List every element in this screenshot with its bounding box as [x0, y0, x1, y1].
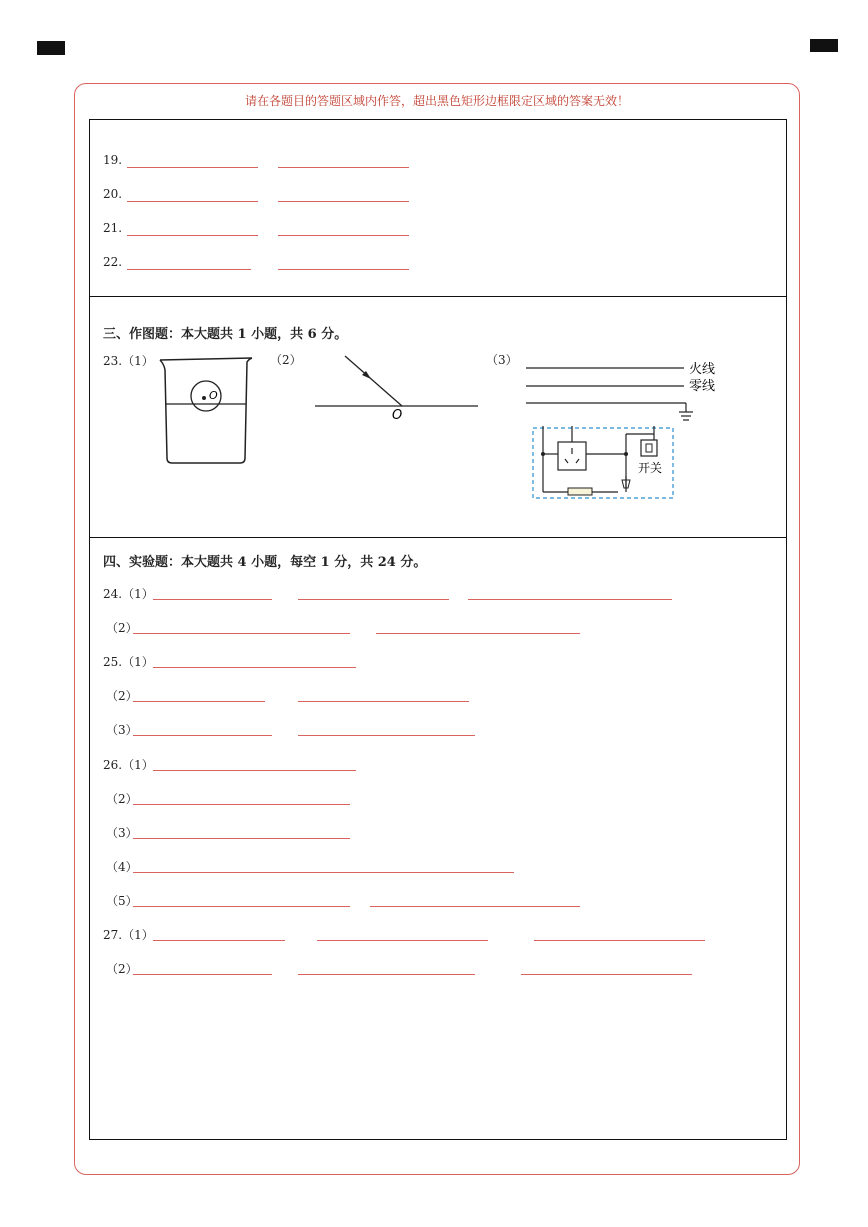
q27-2-blank-3[interactable]: [521, 974, 692, 975]
q27-2-blank-2[interactable]: [298, 974, 475, 975]
ball-center-label: O: [209, 389, 218, 402]
q26-2-label: （2）: [106, 792, 138, 806]
q26-1-blank-1[interactable]: [153, 770, 356, 771]
q25-1-blank-1[interactable]: [153, 667, 356, 668]
registration-mark-right: [810, 39, 838, 52]
q23-label: 23.（1）: [103, 354, 154, 368]
q22-label: 22.: [103, 255, 123, 269]
q20-blank-1[interactable]: [127, 201, 258, 202]
q24-2-blank-1[interactable]: [133, 633, 350, 634]
q27-2-label: （2）: [106, 962, 138, 976]
beaker-figure[interactable]: [150, 352, 260, 470]
q22-blank-1[interactable]: [127, 269, 251, 270]
q27-1-blank-2[interactable]: [317, 940, 488, 941]
q26-3-blank-1[interactable]: [133, 838, 350, 839]
q27-1-blank-3[interactable]: [534, 940, 705, 941]
q26-4-blank-1[interactable]: [133, 872, 514, 873]
q21-label: 21.: [103, 221, 123, 235]
q19-blank-2[interactable]: [278, 167, 409, 168]
q24-1-blank-3[interactable]: [468, 599, 672, 600]
fill-in-box: [89, 119, 787, 297]
live-wire-label: 火线: [689, 362, 716, 377]
q25-2-blank-1[interactable]: [133, 701, 265, 702]
q21-blank-1[interactable]: [127, 235, 258, 236]
q26-1-label: 26.（1）: [103, 758, 154, 772]
q19-label: 19.: [103, 153, 123, 167]
q25-3-blank-2[interactable]: [298, 735, 475, 736]
incidence-point-label: O: [392, 408, 403, 423]
section4-title: 四、实验题：本大题共 4 小题，每空 1 分，共 24 分。: [103, 555, 427, 570]
q25-3-label: （3）: [106, 723, 138, 737]
q27-1-blank-1[interactable]: [153, 940, 285, 941]
q24-2-blank-2[interactable]: [376, 633, 580, 634]
q24-2-label: （2）: [106, 621, 138, 635]
q20-label: 20.: [103, 187, 123, 201]
q19-blank-1[interactable]: [127, 167, 258, 168]
notice-text: 请在各题目的答题区域内作答，超出黑色矩形边框限定区域的答案无效！: [244, 94, 629, 108]
neutral-wire-label: 零线: [689, 379, 716, 394]
switch-label: 开关: [638, 461, 663, 475]
section3-title: 三、作图题：本大题共 1 小题，共 6 分。: [103, 327, 348, 342]
circuit-figure[interactable]: [522, 356, 732, 506]
ray-figure[interactable]: [310, 350, 485, 425]
q26-4-label: （4）: [106, 860, 138, 874]
q25-1-label: 25.（1）: [103, 655, 154, 669]
q24-1-blank-1[interactable]: [153, 599, 272, 600]
q27-2-blank-1[interactable]: [133, 974, 272, 975]
q22-blank-2[interactable]: [278, 269, 409, 270]
q20-blank-2[interactable]: [278, 201, 409, 202]
q24-1-blank-2[interactable]: [298, 599, 449, 600]
q26-2-blank-1[interactable]: [133, 804, 350, 805]
q26-5-label: （5）: [106, 894, 138, 908]
q23-part2-label: （2）: [270, 353, 302, 367]
q27-1-label: 27.（1）: [103, 928, 154, 942]
q24-1-label: 24.（1）: [103, 587, 154, 601]
q25-3-blank-1[interactable]: [133, 735, 272, 736]
q26-5-blank-2[interactable]: [370, 906, 580, 907]
q25-2-label: （2）: [106, 689, 138, 703]
registration-mark-left: [37, 41, 65, 55]
q23-part3-label: （3）: [486, 353, 518, 367]
q26-3-label: （3）: [106, 826, 138, 840]
q25-2-blank-2[interactable]: [298, 701, 469, 702]
q26-5-blank-1[interactable]: [133, 906, 350, 907]
q21-blank-2[interactable]: [278, 235, 409, 236]
